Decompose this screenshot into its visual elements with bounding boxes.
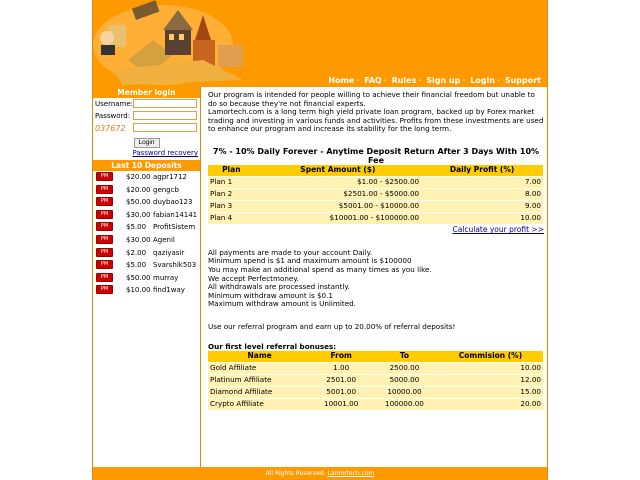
referral-header-cell: From — [311, 351, 371, 363]
referral-cell: 12.00 — [438, 375, 543, 387]
info-line: All withdrawals are processed instantly. — [208, 282, 350, 292]
perfectmoney-icon: PM — [96, 222, 113, 231]
referral-cell: 1.00 — [311, 363, 371, 375]
deposit-row — [93, 247, 200, 260]
referral-row — [208, 387, 543, 399]
deposit-amount: $10.00 — [126, 286, 151, 295]
nav-login[interactable]: Login — [470, 76, 495, 85]
left-sidebar — [93, 87, 201, 467]
nav-support[interactable]: Support — [504, 76, 541, 85]
deposit-amount: $20.00 — [126, 173, 151, 181]
info-line: Minimum withdraw amount is $0.1 — [208, 290, 333, 300]
password-label: Password: — [95, 112, 131, 120]
deposit-amount: $50.00 — [126, 273, 151, 282]
info-line: All payments are made to your account Daily. — [208, 247, 373, 257]
perfectmoney-icon: PM — [96, 235, 113, 244]
nav-rules[interactable]: Rules — [391, 76, 417, 85]
deposit-row — [93, 209, 200, 222]
nav-faq[interactable]: FAQ — [364, 76, 382, 85]
referral-body — [208, 363, 543, 411]
referral-header-cell: Commision (%) — [438, 351, 543, 363]
plan-cell: Plan 3 — [208, 201, 255, 213]
referral-cell: Crypto Affiliate — [208, 399, 311, 411]
referral-cell: 10000.00 — [371, 387, 438, 399]
plans-title: 7% - 10% Daily Forever - Anytime Deposit Return After 3 Days With 10% Fee — [212, 146, 540, 165]
deposit-user: duybao123 — [153, 198, 193, 207]
referral-text: Use our referral program and earn up to 20.00% of referral deposits! — [208, 321, 456, 331]
plans-body — [208, 177, 543, 225]
plan-cell: $5001.00 - $10000.00 — [255, 201, 422, 213]
referral-cell: 10001.00 — [311, 399, 371, 411]
password-row — [93, 111, 200, 122]
deposit-user: gengcb — [153, 185, 179, 194]
deposit-amount: $30.00 — [126, 235, 151, 244]
referral-cell: Diamond Affiliate — [208, 387, 311, 399]
info-line: We accept Perfectmoney. — [208, 273, 299, 283]
nav-signup[interactable]: Sign up — [426, 76, 461, 85]
referral-cell: 5001.00 — [311, 387, 371, 399]
captcha-row — [93, 123, 200, 134]
deposit-row — [93, 272, 200, 285]
member-login-title: Member login — [93, 87, 200, 98]
last-deposits-title: Last 10 Deposits — [93, 160, 200, 171]
perfectmoney-icon: PM — [96, 185, 113, 194]
plans-header-row — [208, 165, 543, 177]
referral-cell: Platinum Affiliate — [208, 375, 311, 387]
plan-row — [208, 201, 543, 213]
deposit-row — [93, 221, 200, 234]
intro-paragraph: Our program is intended for people willing to achieve their financial freedom but unable to do so because they're not financial experts. — [208, 90, 535, 108]
deposits-list — [93, 171, 200, 297]
deposit-amount: $5.00 — [126, 223, 147, 232]
plan-header-cell: Daily Profit (%) — [421, 165, 543, 177]
plan-cell: $10001.00 - $100000.00 — [255, 213, 422, 225]
password-input[interactable] — [133, 111, 197, 120]
deposit-user: qaziyasir — [153, 248, 185, 257]
plan-row — [208, 189, 543, 201]
perfectmoney-icon: PM — [96, 285, 113, 294]
plan-cell: 8.00 — [421, 189, 543, 201]
top-nav: Home · FAQ · Rules · Sign up · Login · Support — [328, 76, 541, 85]
plan-cell: 9.00 — [421, 201, 543, 213]
plan-cell: Plan 1 — [208, 177, 255, 189]
username-row — [93, 99, 200, 110]
plan-cell: Plan 2 — [208, 189, 255, 201]
perfectmoney-icon: PM — [96, 172, 113, 181]
info-line: You may make an additional spend as many times as you like. — [208, 264, 432, 274]
info-line: Minimum spend is $1 and maximum amount is $100000 — [208, 256, 412, 266]
referral-row — [208, 375, 543, 387]
referral-cell: 100000.00 — [371, 399, 438, 411]
deposit-amount: $50.00 — [126, 198, 151, 207]
footer-site-link[interactable]: Lamortech.com — [327, 470, 375, 477]
perfectmoney-icon: PM — [96, 260, 113, 269]
referral-cell: 5000.00 — [371, 375, 438, 387]
plan-cell: Plan 4 — [208, 213, 255, 225]
perfectmoney-icon: PM — [96, 248, 113, 257]
deposit-row — [93, 259, 200, 272]
password-recovery-link[interactable]: Password recovery — [132, 149, 198, 157]
referral-header-cell: To — [371, 351, 438, 363]
deposit-amount: $20.00 — [126, 185, 151, 194]
referral-cell: 10.00 — [438, 363, 543, 375]
plan-cell: 7.00 — [421, 177, 543, 189]
footer — [93, 467, 547, 480]
referral-cell: 2500.00 — [371, 363, 438, 375]
plan-cell: $2501.00 - $5000.00 — [255, 189, 422, 201]
intro-paragraph: Lamortech.com is a long term high yield private loan program, backed up by Forex market trading and investing in various funds and activities. Profits from these investments are used to enhance our program and increase its stability for the long term. — [208, 107, 544, 134]
deposit-user: Svarshik503 — [153, 261, 197, 270]
referral-header-row — [208, 351, 543, 363]
page-container — [92, 0, 548, 480]
calculate-profit-link[interactable]: Calculate your profit >> — [452, 225, 544, 235]
plan-row — [208, 213, 543, 225]
deposit-row — [93, 234, 200, 247]
login-button[interactable]: Login — [134, 138, 160, 148]
deposit-row — [93, 196, 200, 209]
username-input[interactable] — [133, 99, 197, 108]
main-content — [208, 91, 544, 410]
header-banner — [93, 0, 547, 87]
username-label: Username: — [95, 100, 134, 108]
deposit-user: murray — [153, 273, 179, 282]
referral-title: Our first level referral bonuses: — [208, 341, 337, 351]
deposit-user: fabian14141 — [153, 210, 198, 219]
deposit-amount: $30.00 — [126, 210, 151, 219]
perfectmoney-icon: PM — [96, 210, 113, 219]
referral-cell: Gold Affiliate — [208, 363, 311, 375]
deposit-amount: $5.00 — [126, 261, 147, 270]
referral-row — [208, 399, 543, 411]
plan-header-cell: Spent Amount ($) — [255, 165, 422, 177]
referral-cell: 2501.00 — [311, 375, 371, 387]
deposit-user: Agenil — [153, 235, 175, 244]
deposit-user: find1way — [153, 286, 185, 295]
footer-text: All Rights Reserved. — [265, 470, 326, 477]
referral-cell: 20.00 — [438, 399, 543, 411]
nav-home[interactable]: Home — [328, 76, 355, 85]
referral-row — [208, 363, 543, 375]
perfectmoney-icon: PM — [96, 197, 113, 206]
deposit-user: agpr1712 — [153, 173, 187, 181]
captcha-input[interactable] — [133, 123, 197, 132]
info-line: Maximum withdraw amount is Unlimited. — [208, 299, 356, 309]
referral-table — [208, 351, 543, 410]
deposit-row — [93, 184, 200, 197]
deposit-amount: $2.00 — [126, 248, 147, 257]
intro-text — [208, 91, 544, 134]
deposit-user: ProfitSistem — [153, 223, 196, 232]
plan-cell: 10.00 — [421, 213, 543, 225]
plan-cell: $1.00 - $2500.00 — [255, 177, 422, 189]
referral-cell: 15.00 — [438, 387, 543, 399]
plan-row — [208, 177, 543, 189]
referral-header-cell: Name — [208, 351, 311, 363]
plan-header-cell: Plan — [208, 165, 255, 177]
captcha-image: 037672 — [95, 124, 126, 133]
deposit-row — [93, 171, 200, 184]
deposit-row — [93, 284, 200, 297]
perfectmoney-icon: PM — [96, 273, 113, 282]
info-block — [208, 249, 544, 309]
finance-collage-banner — [93, 0, 253, 87]
plans-table — [208, 165, 543, 224]
